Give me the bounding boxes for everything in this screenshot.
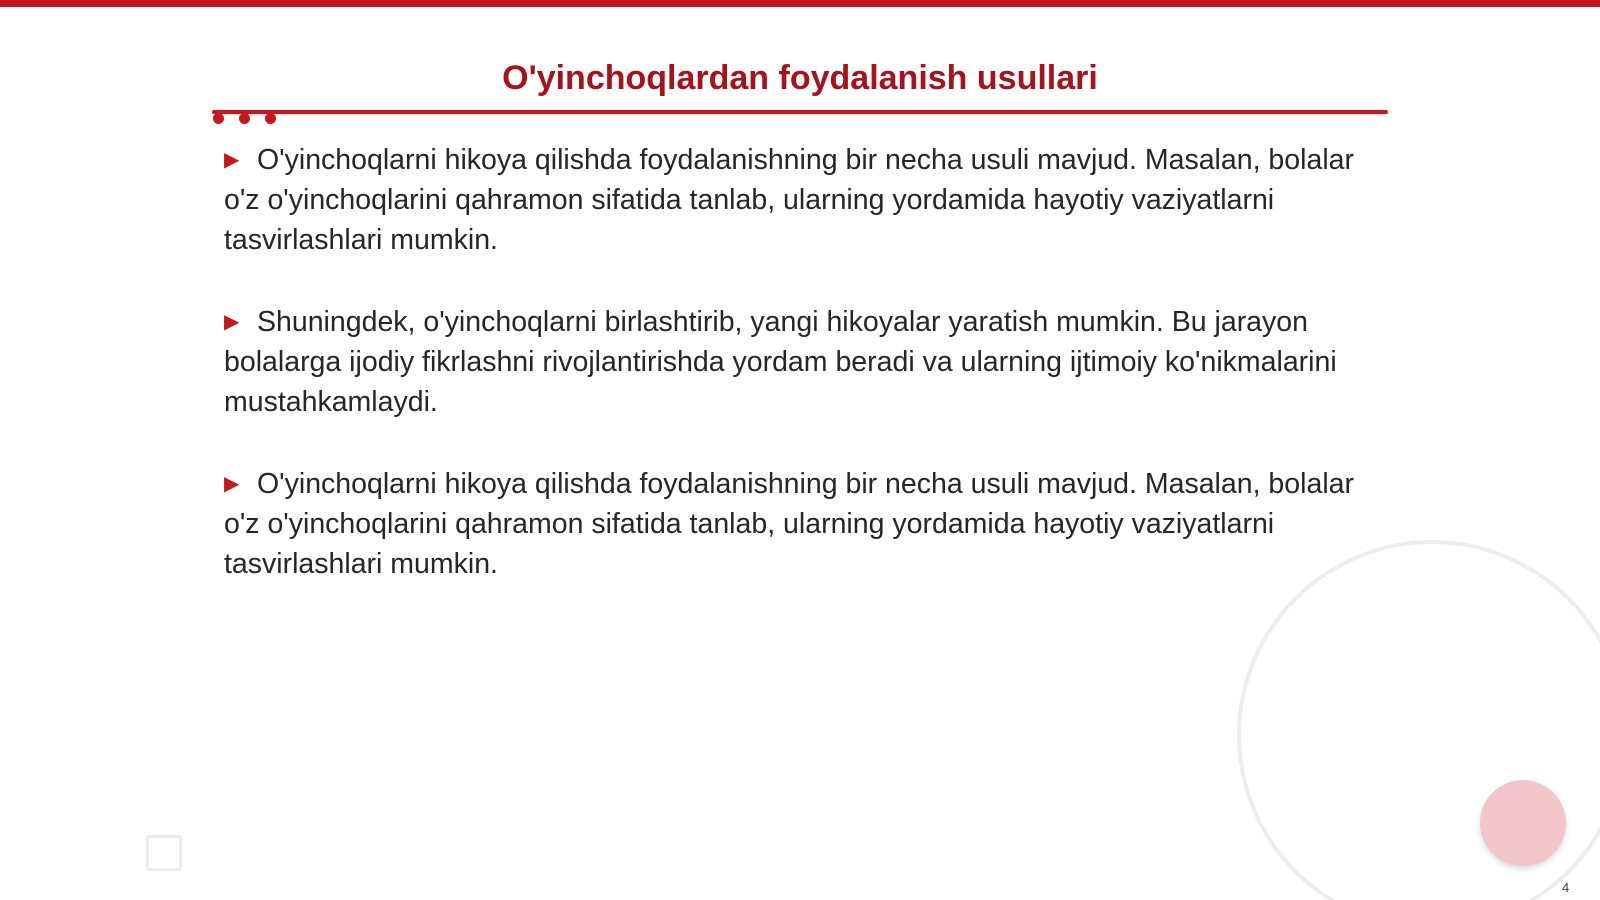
bullet-list bbox=[224, 140, 1364, 626]
triangle-right-icon: ▶ bbox=[224, 149, 240, 171]
decorative-dot bbox=[213, 113, 224, 124]
bullet-text: Shuningdek, o'yinchoqlarni birlashtirib, yangi hikoyalar yaratish mumkin. Bu jarayon bolalarga ijodiy fikrlashni rivojlantirishda yordam beradi va ularning ijtimoiy ko'nikmalarini mustahkamlaydi. bbox=[224, 306, 1337, 418]
title-underline bbox=[212, 110, 1388, 114]
page-number: 4 bbox=[1562, 880, 1570, 895]
bullet-text: O'yinchoqlarni hikoya qilishda foydalanishning bir necha usuli mavjud. Masalan, bolalar o'z o'yinchoqlarini qahramon sifatida tanlab, ularning yordamida hayotiy vaziyatlarni tasvirlashlari mumkin. bbox=[224, 468, 1354, 580]
triangle-right-icon: ▶ bbox=[224, 473, 240, 495]
bullet-item bbox=[224, 302, 1364, 422]
bullet-item bbox=[224, 140, 1364, 260]
top-accent-bar bbox=[0, 0, 1600, 7]
decorative-square bbox=[146, 835, 182, 871]
slide-title: O'yinchoqlardan foydalanish usullari bbox=[502, 59, 1098, 97]
decorative-dot bbox=[239, 113, 250, 124]
bullet-item bbox=[224, 464, 1364, 584]
bullet-text: O'yinchoqlarni hikoya qilishda foydalanishning bir necha usuli mavjud. Masalan, bolalar o'z o'yinchoqlarini qahramon sifatida tanlab, ularning yordamida hayotiy vaziyatlarni tasvirlashlari mumkin. bbox=[224, 144, 1354, 256]
decorative-dot bbox=[265, 113, 276, 124]
decorative-circle bbox=[1480, 780, 1566, 866]
triangle-right-icon: ▶ bbox=[224, 311, 240, 333]
